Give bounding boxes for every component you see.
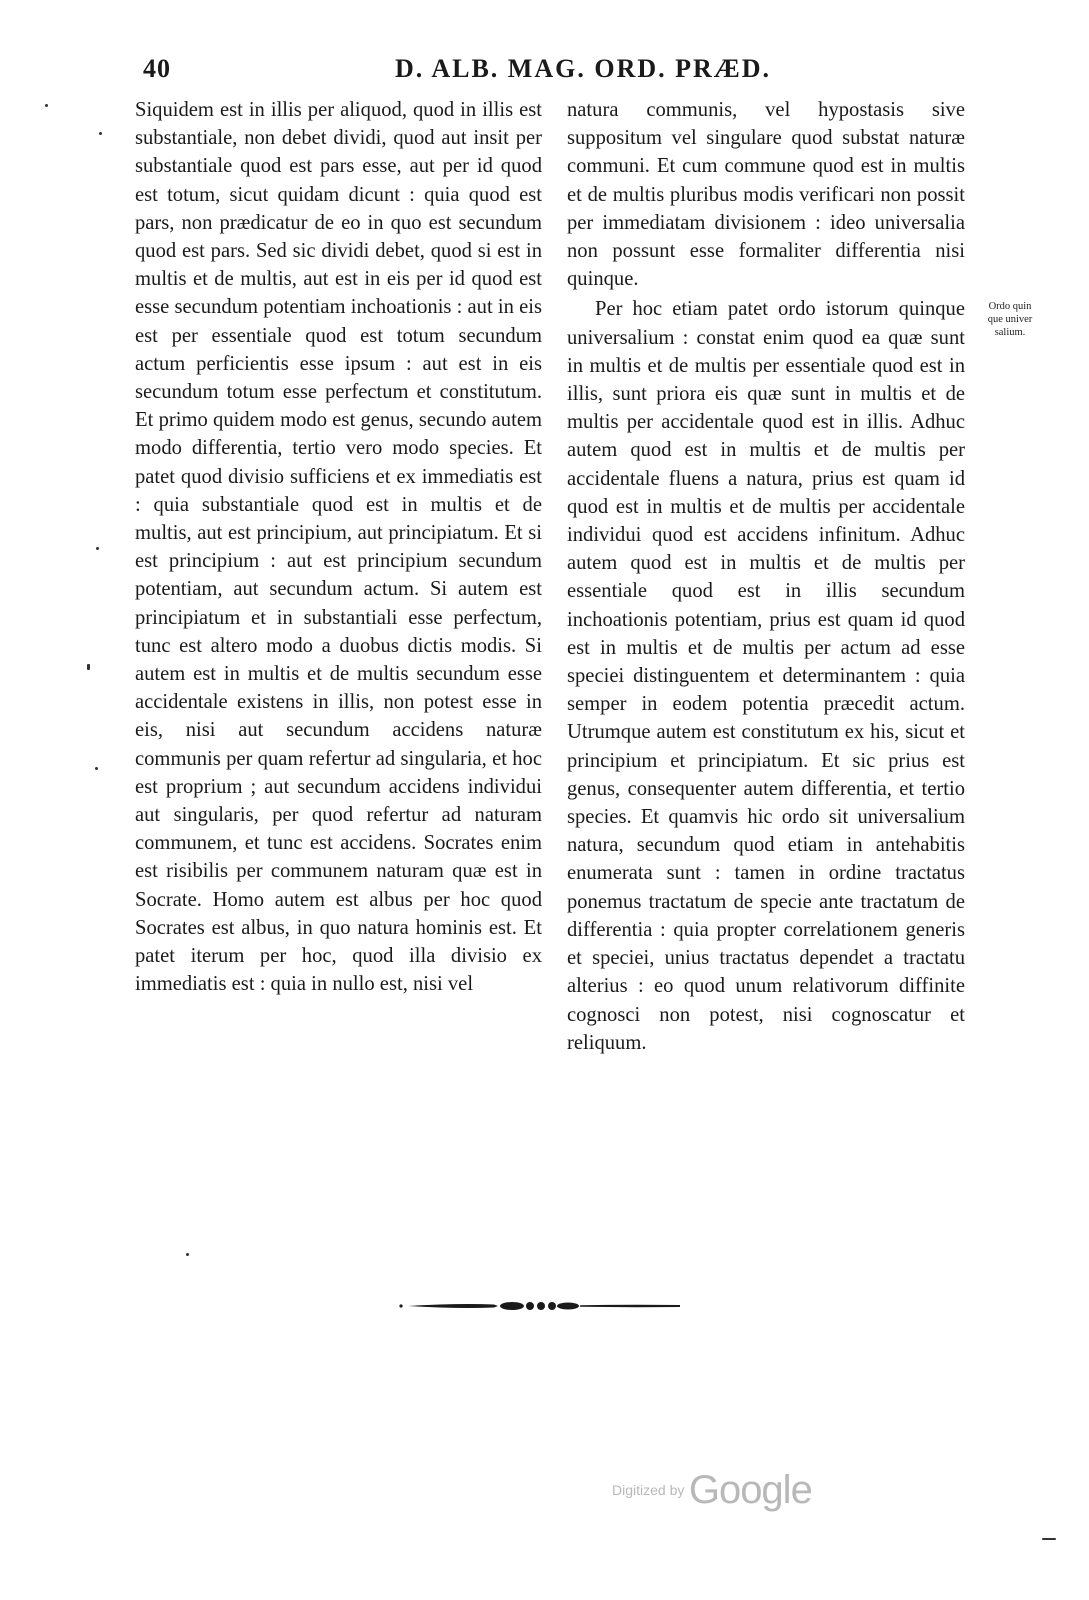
scan-speck [96, 547, 99, 550]
left-paragraph-1: Siquidem est in illis per aliquod, quod in illis est substantiale, non debet dividi, quod aut insit per substantiale quod est pars esse, aut per id quod est totum, sicut quidam dicunt : quia quod est pars, non prædicatur de eo in quo est secundum quod est pars. Sed sic dividi debet, quod si est in multis et de multis, aut est in eis per id quod est esse secundum potentiam inchoationis : aut in eis est per essentiale quod est totum secundum actum perficientis esse ipsum : aut est in eis secundum totum esse perfectum et constitutum. Et primo quidem modo est genus, secundo autem modo differentia, tertio vero modo species. Et patet quod divisio sufficiens et ex immediatis est : quia substantiale quod est in multis et de multis, aut est principium, aut principiatum. Et si est principium : aut est principium secundum potentiam, aut secundum actum. Si autem est principiatum et in substantiali esse perfectum, tunc est altero modo a duobus dictis modis. Si autem est in multis et de multis secundum esse accidentale existens in illis, non potest esse in eis, nisi aut secundum accidens naturæ communis per quam refertur ad singularia, et hoc est proprium ; aut secundum accidens individui aut singularis, per quod refertur ad naturam communem, et tunc est accidens. Socrates enim est risibilis per communem naturam quæ est in Socrate. Homo autem est albus per hoc quod Socrates est albus, in quo natura hominis est. Et patet iterum per hoc, quod illa divisio ex immediatis est : quia in nullo est, nisi vel [135, 99, 542, 996]
scan-speck [1042, 1538, 1056, 1540]
margin-note [970, 300, 1050, 339]
google-watermark [612, 1468, 812, 1513]
scan-speck [95, 767, 98, 770]
tailpiece-ornament [398, 1294, 683, 1323]
right-paragraph-2: Per hoc etiam patet ordo istorum quinque universalium : constat enim quod ea quæ sunt in multis et de multis per essentiale quod est in illis, sunt priora eis quæ sunt in multis et de multis per accidentale quod est in illis. Adhuc autem quod est in multis et de multis per accidentale fluens a natura, prius est quam id quod est in multis et de multis per accidentale individui quod est accidens infinitum. Adhuc autem quod est in multis et de multis per essentiale quod est in illis secundum inchoationis potentiam, prius est quam id quod est in multis et de multis per actum ad esse speciei distinguentem et determinantem : quia semper in eodem potentia præcedit actum. Utrumque autem est constitutum ex his, sicut et principium et principiatum. Et sic prius est genus, consequenter autem differentia, et tertio species. Et quamvis hic ordo sit universalium natura, secundum quod etiam in antehabitis enumerata sunt : tamen in ordine tractatus ponemus tractatum de specie ante tractatum de differentia : quia propter correlationem generis et speciei, unius tractatus dependet a tractatu alterius : eo quod unum relativorum diffinite cognosci non potest, nisi cognoscatur et reliquum. [567, 298, 965, 1054]
margin-note-line-2: que univer [987, 314, 1033, 325]
margin-note-line-3: salium. [994, 327, 1026, 338]
watermark-google-logo: Google [688, 1468, 812, 1512]
right-paragraph-1: natura communis, vel hypostasis sive suppositum vel singulare quod substat naturæ communi. Et cum commune quod est in multis et de multis pluribus modis verificari non possit per immediatam divisionem : ideo universalia non possunt esse formaliter differentia nisi quinque. [567, 99, 965, 291]
scan-speck [99, 132, 102, 135]
scan-speck [45, 104, 48, 107]
left-column [135, 96, 542, 999]
tailpiece-ornament-graphic [398, 1294, 683, 1318]
right-column [567, 96, 965, 1057]
running-head: D. ALB. MAG. ORD. PRÆD. [395, 54, 772, 83]
scan-speck [87, 664, 90, 670]
watermark-digitized-by: Digitized by [612, 1482, 685, 1498]
margin-note-line-1: Ordo quin [988, 301, 1032, 312]
page-number: 40 [143, 54, 171, 83]
scan-speck [186, 1253, 189, 1256]
